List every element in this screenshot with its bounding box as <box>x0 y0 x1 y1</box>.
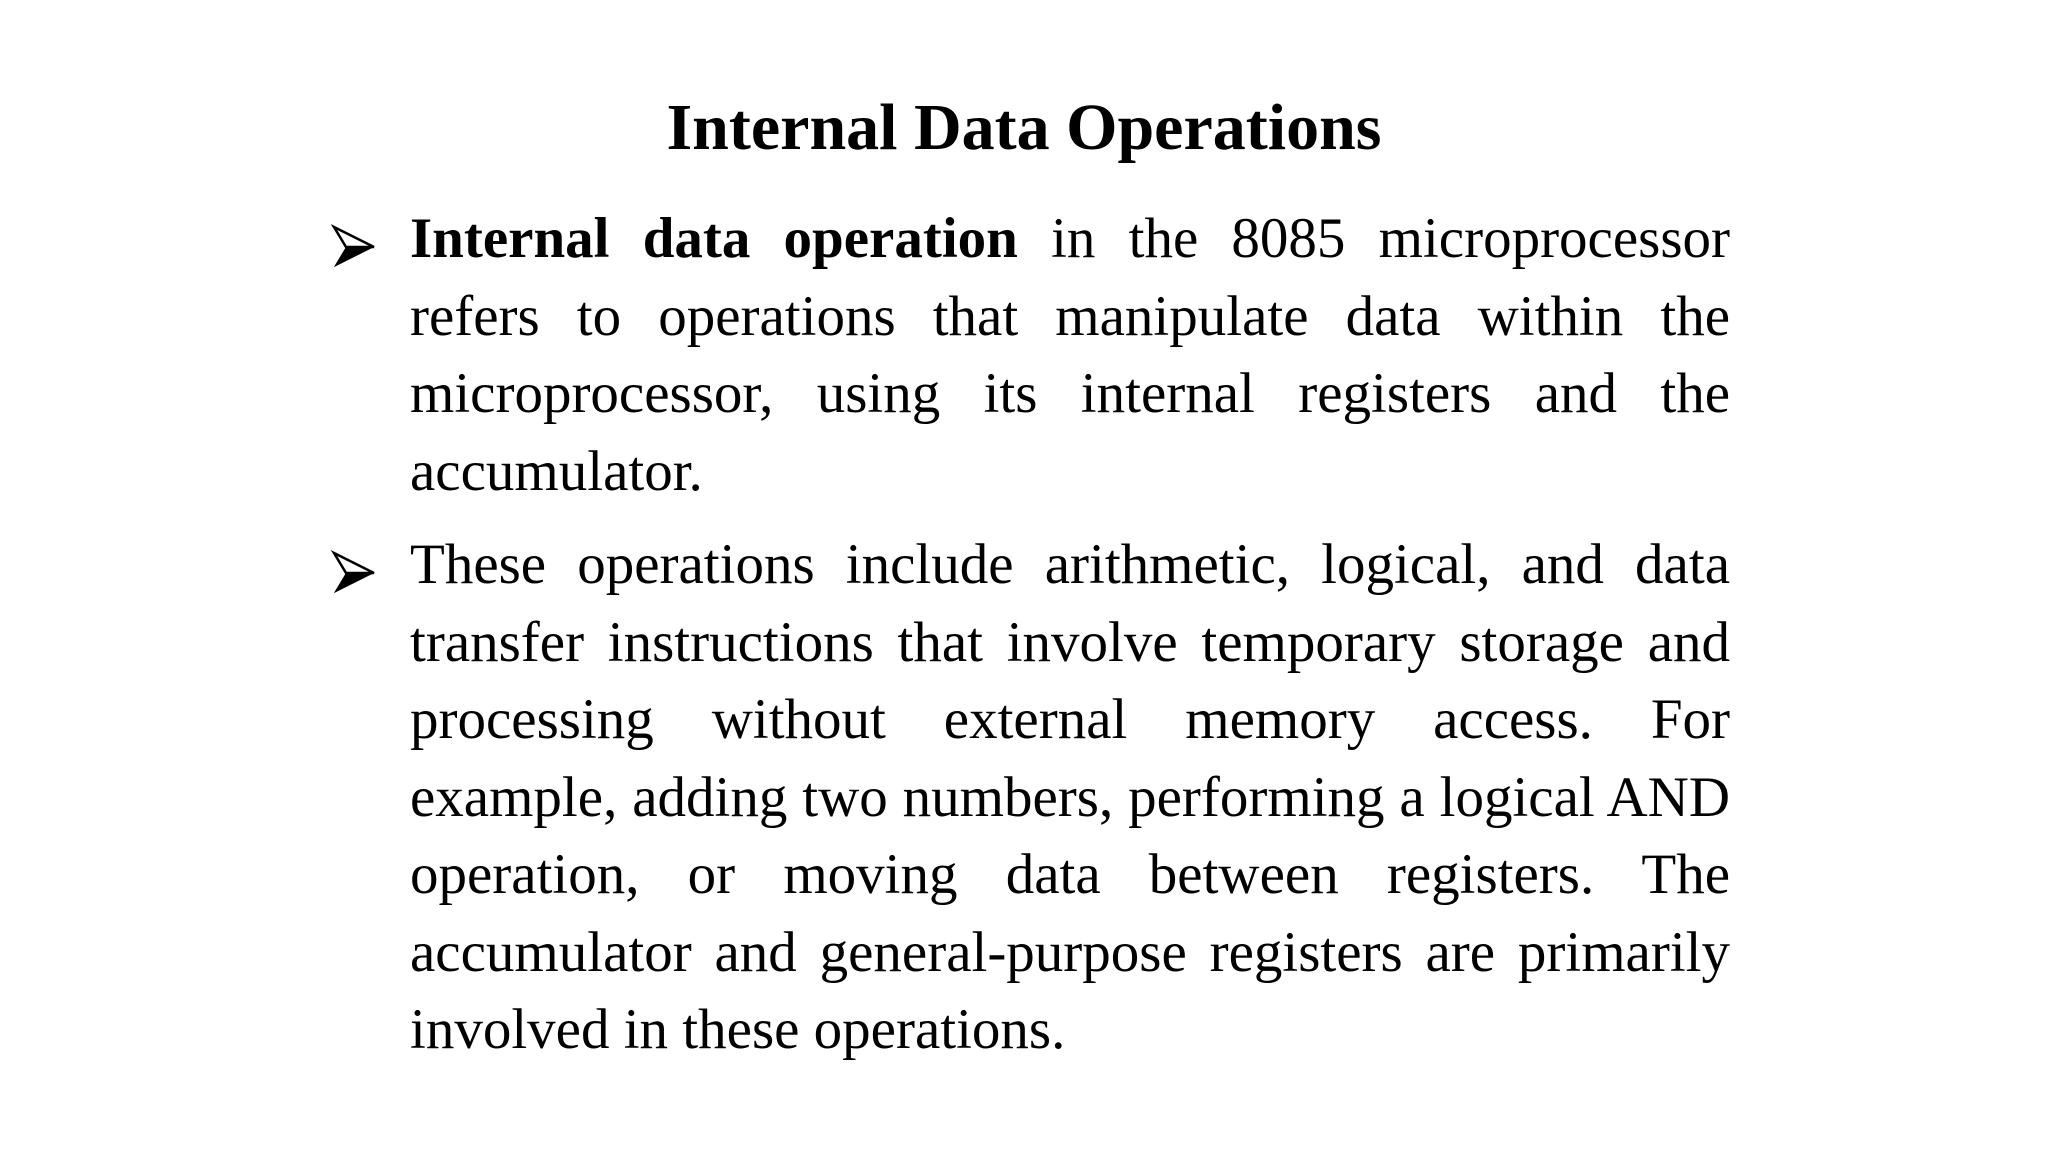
bullet-body: in the 8085 microprocessor refers to operations that manipulate data within the microprocessor, using its internal registers and the accumulator. <box>410 207 1731 503</box>
bullet-list <box>330 200 1730 1085</box>
arrowhead-bullet-icon <box>330 214 378 262</box>
bullet-item <box>330 526 1730 1069</box>
bullet-bold-lead: Internal data operation <box>410 207 1018 270</box>
bullet-text <box>410 207 1730 503</box>
arrowhead-bullet-icon <box>330 540 378 588</box>
bullet-text <box>410 533 1730 1061</box>
slide-title: Internal Data Operations <box>666 91 1382 164</box>
bullet-item <box>330 200 1730 510</box>
bullet-body: These operations include arithmetic, logical, and data transfer instructions that involve temporary storage and processing without external memory access. For example, adding two numbers, performing a logical AND operation, or moving data between registers. The accumulator and general-purpose registers are primarily involved in these operations. <box>410 533 1730 1061</box>
